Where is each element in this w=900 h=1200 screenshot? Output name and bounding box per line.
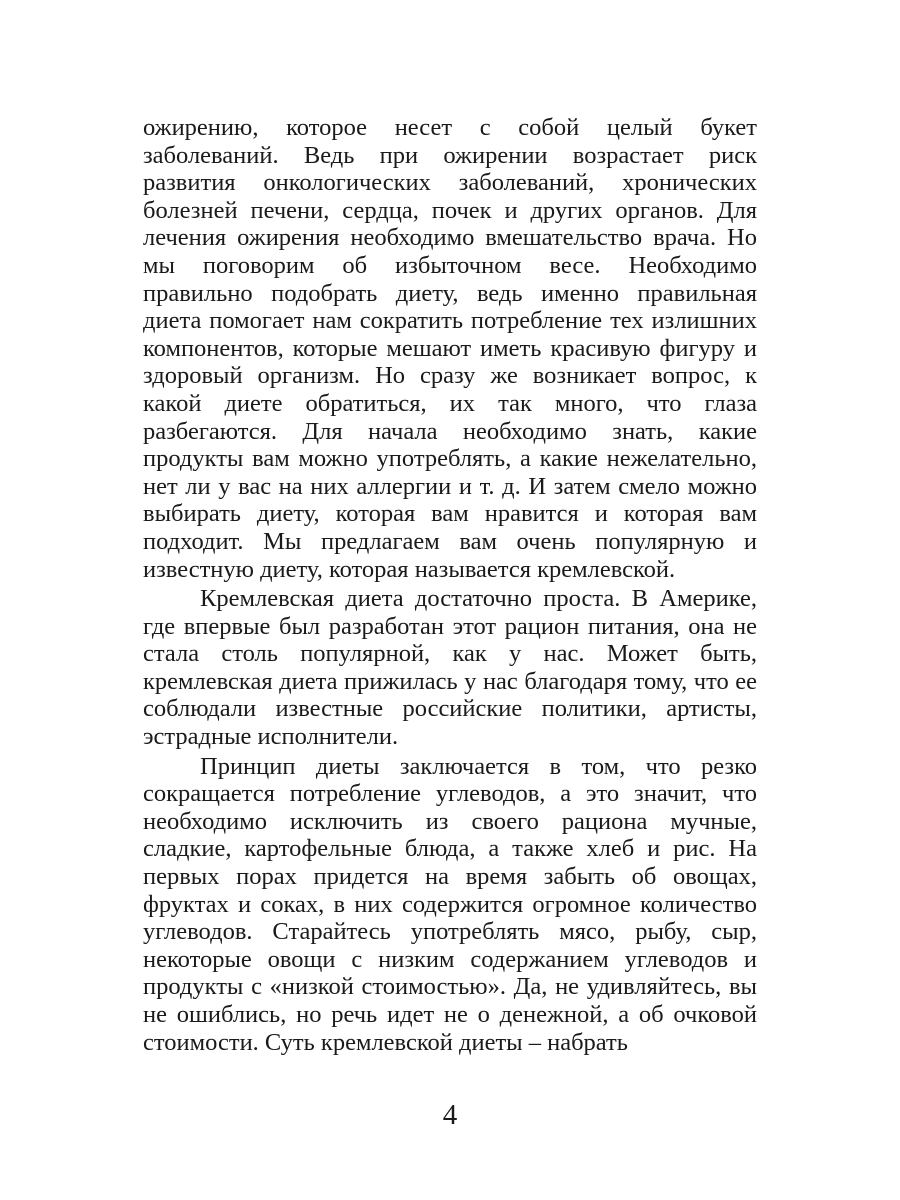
page-number: 4 bbox=[442, 1099, 458, 1131]
body-text bbox=[143, 114, 757, 1056]
paragraph-continuation: ожирению, которое несет с собой целый букет заболеваний. Ведь при ожирении возрастает риск развития онкологических заболеваний, хронических болезней печени, сердца, почек и других органов. Для лечения ожирения необходимо вмешательство врача. Но мы поговорим об избыточном весе. Необходимо правильно подобрать диету, ведь именно правильная диета помогает нам сократить потребление тех излишних компонентов, которые мешают иметь красивую фигуру и здоровый организм. Но сразу же возникает вопрос, к какой диете обратиться, их так много, что глаза разбегаются. Для начала необходимо знать, какие продукты вам можно употреблять, а какие нежелательно, нет ли у вас на них аллергии и т. д. И затем смело можно выбирать диету, которая вам нравится и которая вам подходит. Мы предлагаем вам очень популярную и известную диету, которая называется кремлевской. bbox=[143, 114, 757, 583]
paragraph-diet-principle: Принцип диеты заключается в том, что резко сокращается потребление углеводов, а это значит, что необходимо исключить из своего рациона мучные, сладкие, картофельные блюда, а также хлеб и рис. На первых порах придется на время забыть об овощах, фруктах и соках, в них содержится огромное количество углеводов. Старайтесь употреблять мясо, рыбу, сыр, некоторые овощи с низким содержанием углеводов и продукты с «низкой стоимостью». Да, не удивляйтесь, вы не ошиблись, но речь идет не о денежной, а об очковой стоимости. Суть кремлевской диеты – набрать bbox=[143, 752, 757, 1056]
paragraph-kremlin-diet-intro: Кремлевская диета достаточно проста. В Америке, где впервые был разработан этот рацион питания, она не стала столь популярной, как у нас. Может быть, кремлевская диета прижилась у нас благодаря тому, что ее соблюдали известные российские политики, артисты, эстрадные исполнители. bbox=[143, 585, 757, 751]
